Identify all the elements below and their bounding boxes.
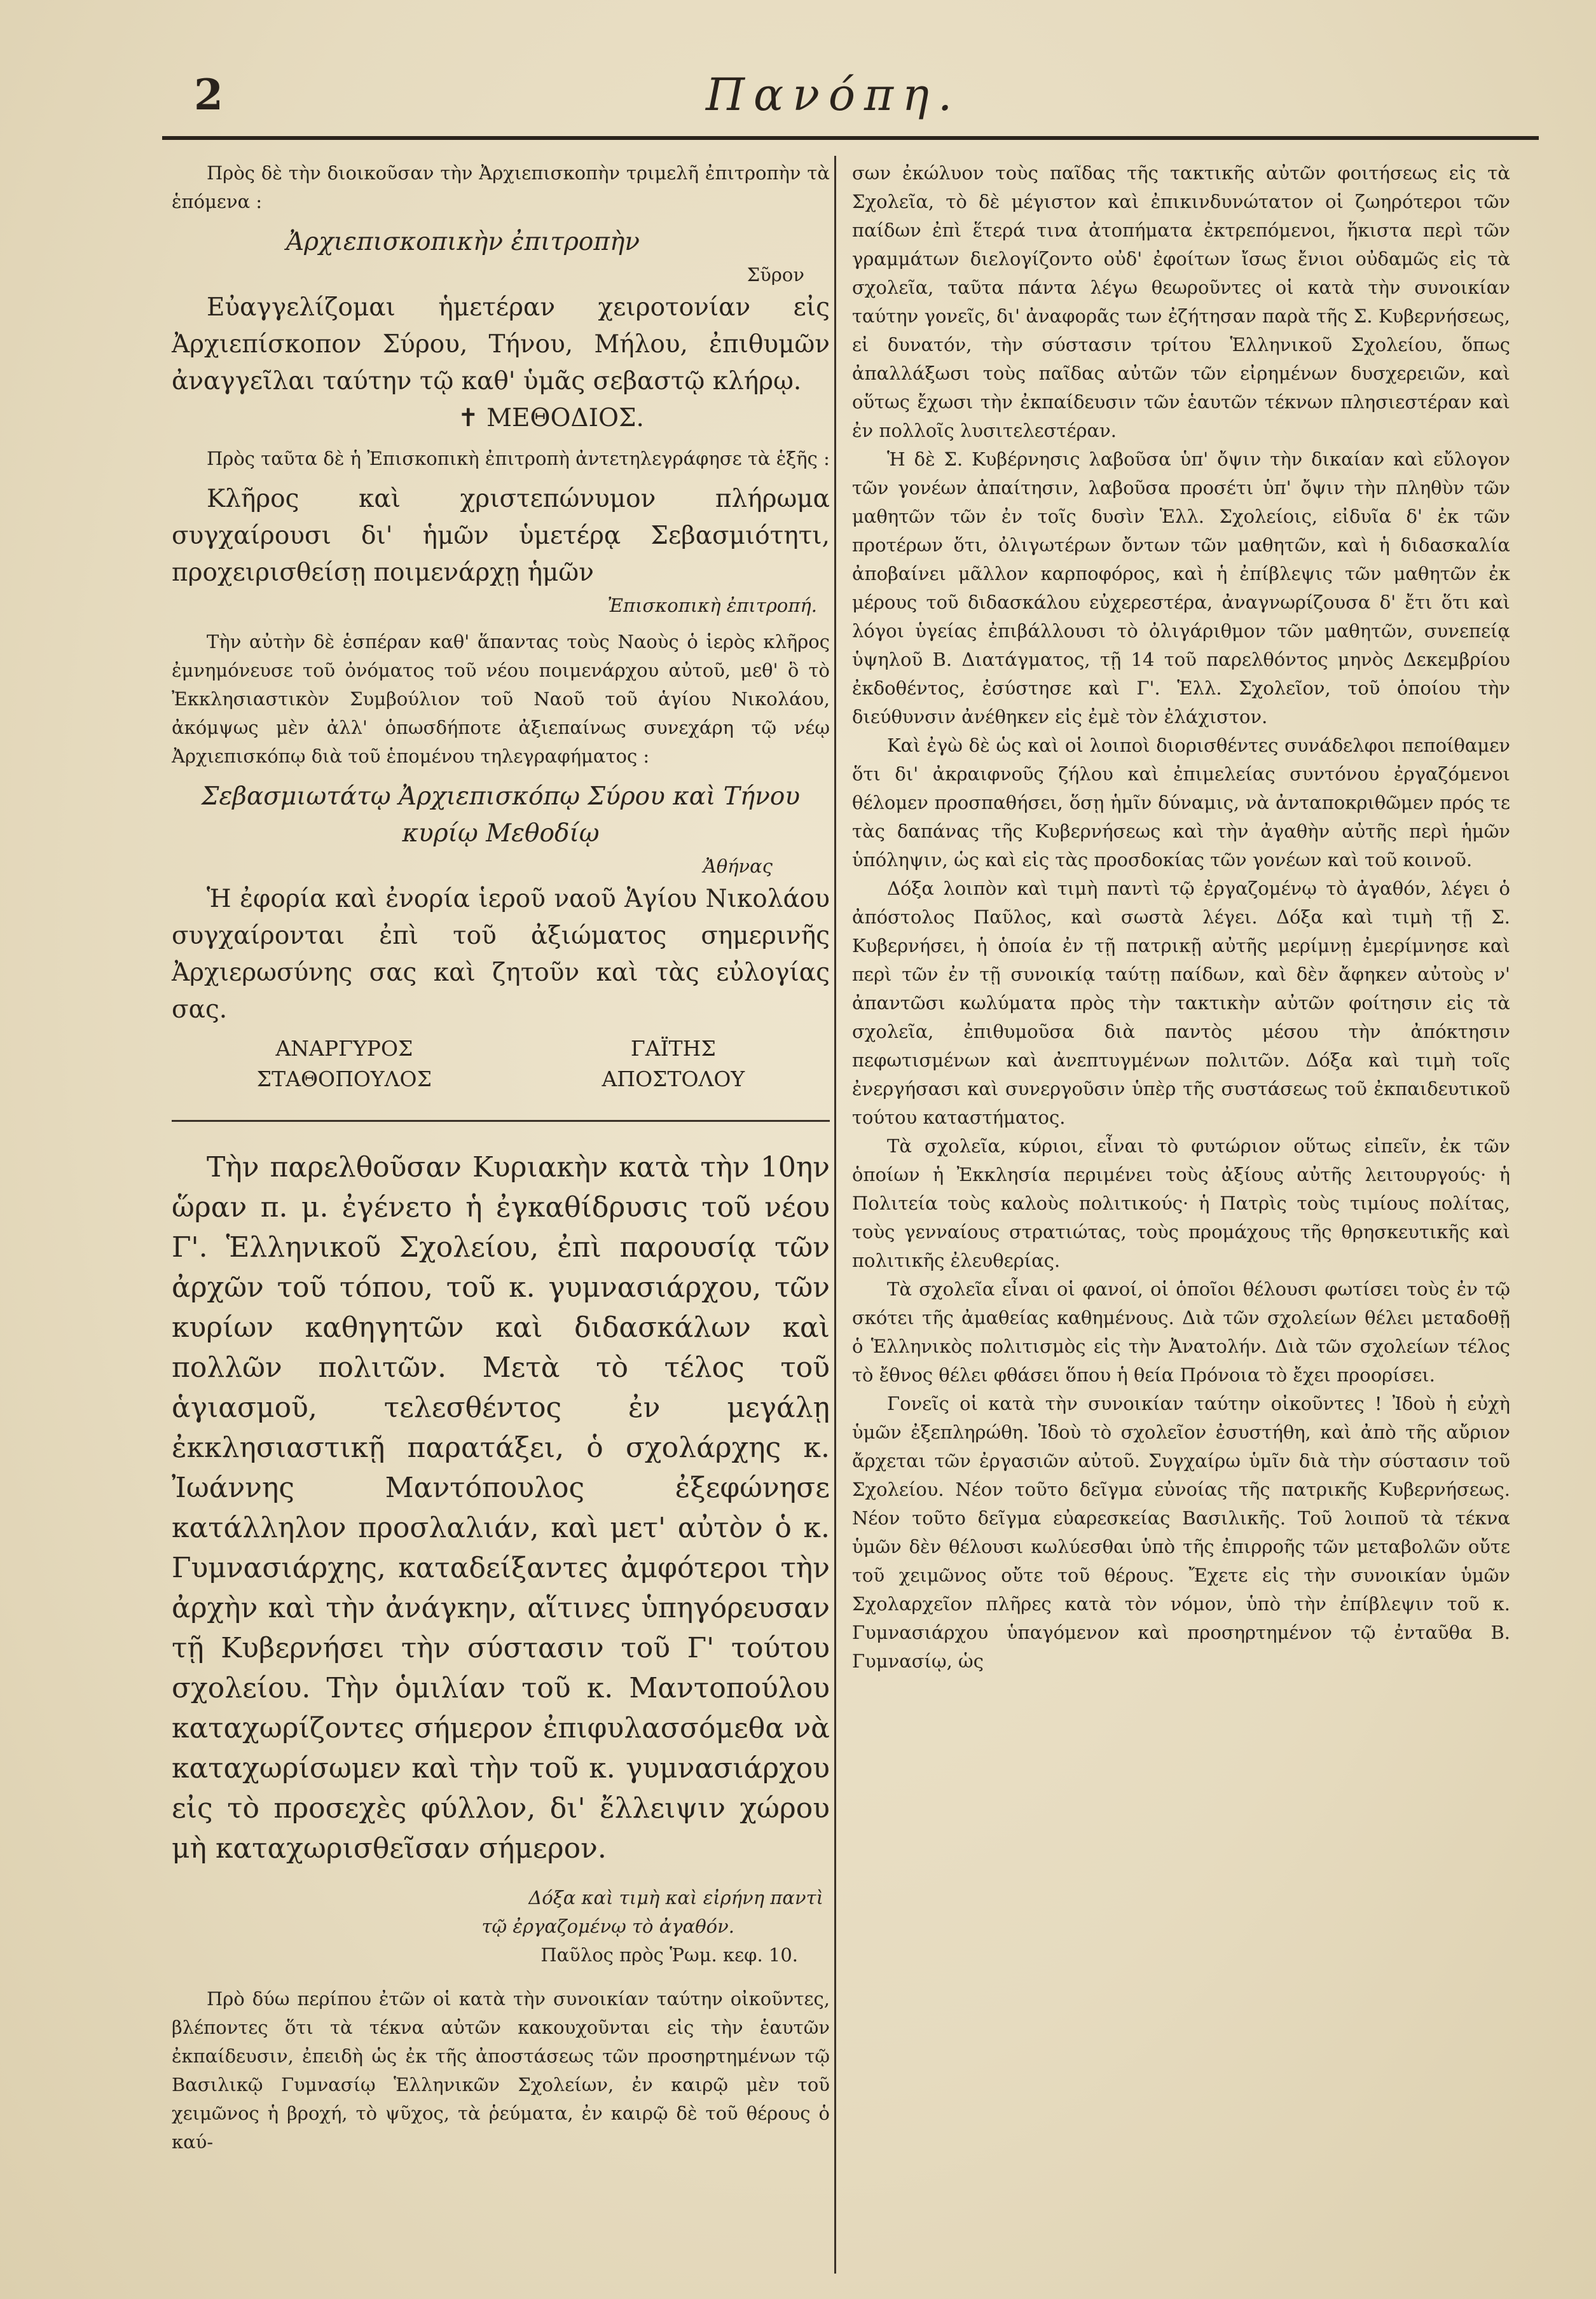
speech-paragraph-2: Ἡ δὲ Σ. Κυβέρνησις λαβοῦσα ὑπ' ὄψιν τὴν δικαίαν καὶ εὔλογον τῶν γονέων ἀπαίτησιν, λαβοῦσα προσέτι ὑπ' ὄψιν τὴν πληθὺν τῶν μαθητῶν τῶν ἐν τοῖς δυσὶν Ἑλλ. Σχολείοις, εἰδυῖα δ' ἐκ τῶν προτέρων ὅτι, ὀλιγωτέρων ὄντων τῶν μαθητῶν, καὶ ἡ διδασκαλία ἀποβαίνει μᾶλλον καρποφόρος, καὶ ἡ ἐπίβλεψις τῶν μαθητῶν ἐκ μέρους τοῦ διδασκάλου εὐχερεστέρα, ἀναγνωρίζουσα δ' ἔτι ὅτι καὶ λόγοι ὑγείας ἐπιβάλλουσι τὸ ὀλιγάριθμον τῶν μαθητῶν, συνεπείᾳ ὑψηλοῦ Β. Διατάγματος, τῇ 14 τοῦ παρελθόντος μηνὸς Δεκεμβρίου ἐκδοθέντος, ἐσύστησε καὶ Γ'. Ἑλλ. Σχολεῖον, τοῦ ὁποίου τὴν διεύθυνσιν ἀνέθηκεν εἰς ἐμὲ τὸν ἐλάχιστον. (852, 448, 1510, 728)
speech-paragraph-7: Γονεῖς οἱ κατὰ τὴν συνοικίαν ταύτην οἰκοῦντες ! Ἰδοὺ ἡ εὐχὴ ὑμῶν ἐξεπληρώθη. Ἰδοὺ τὸ σχολεῖον ἐσυστήθη, καὶ ἀπὸ τῆς αὔριον ἄρχεται τῶν ἐργασιῶν αὐτοῦ. Συγχαίρω ὑμῖν διὰ τὴν σύστασιν τοῦ Σχολείου. Νέον τοῦτο δεῖγμα εὐνοίας τῆς πατρικῆς Κυβερνήσεως. Νέον τοῦτο δεῖγμα εὐαρεσκείας Βασιλικῆς. Τοῦ λοιποῦ τὰ τέκνα ὑμῶν δὲν θέλουσι κωλύεσθαι ὑπὸ τῆς ἐπιρροῆς τῶν μεταβολῶν οὔτε τοῦ χειμῶνος οὔτε τοῦ θέρους. Ἔχετε εἰς τὴν συνοικίαν ὑμῶν Σχολαρχεῖον πλῆρες κατὰ τὸν νόμον, ὑπὸ τὴν ἐπίβλεψιν τοῦ κ. Γυμνασιάρχου ὑπαγόμενον καὶ προσηρτημένον τῷ ἐνταῦθα Β. Γυμνασίῳ, ὡς (852, 1393, 1510, 1672)
header-rule (162, 136, 1539, 140)
churches-paragraph: Τὴν αὐτὴν δὲ ἑσπέραν καθ' ἅπαντας τοὺς Ναοὺς ὁ ἱερὸς κλῆρος ἐμνημόνευσε τοῦ ὀνόματος τοῦ νέου ποιμενάρχου αὐτοῦ, μεθ' ὃ τὸ Ἐκκλησιαστικὸν Συμβούλιον τοῦ Ναοῦ τοῦ ἁγίου Νικολάου, ἀκόμψως μὲν ἀλλ' ὁπωσδήποτε ἀξιεπαίνως συνεχάρη τῷ νέῳ Ἀρχιεπισκόπῳ διὰ τοῦ ἑπομένου τηλεγραφήματος : (172, 631, 830, 767)
telegram3-addressee-line2: κυρίῳ Μεθοδίῳ (402, 819, 600, 848)
epigraph-line1: Δόξα καὶ τιμὴ καὶ εἰρήνη παντὶ (528, 1887, 823, 1909)
newspaper-title: Πανόπη. (706, 69, 961, 121)
epigraph-source: Παῦλος πρὸς Ῥωμ. κεφ. 10. (540, 1944, 798, 1966)
speech-paragraph-5: Τὰ σχολεῖα, κύριοι, εἶναι τὸ φυτώριον οὕτως εἰπεῖν, ἐκ τῶν ὁποίων ἡ Ἐκκλησία περιμένει τοὺς ἀξίους αὐτῆς λειτουργούς· ἡ Πολιτεία τοὺς καλοὺς πολιτικούς· ἡ Πατρὶς τοὺς τιμίους πολίτας, τοὺς γενναίους στρατιώτας, τοὺς προμάχους τῆς θρησκευτικῆς καὶ πολιτικῆς ἐλευθερίας. (852, 1135, 1510, 1271)
speech-paragraph-1: Πρὸ δύω περίπου ἐτῶν οἱ κατὰ τὴν συνοικίαν ταύτην οἰκοῦντες, βλέποντες ὅτι τὰ τέκνα αὐτῶν κακουχοῦνται εἰς τὴν ἑαυτῶν ἐκπαίδευσιν, ἐπειδὴ ὡς ἐκ τῆς ἀποστάσεως τῶν προσηρτημένων τῷ Βασιλικῷ Γυμνασίῳ Ἑλληνικῶν Σχολείων, ἐν καιρῷ μὲν τοῦ χειμῶνος ἡ βροχή, τὸ ψῦχος, τὰ ῥεύματα, ἐν καιρῷ δὲ τοῦ θέρους ὁ καύ- (172, 1988, 830, 2153)
epigraph-line2: τῷ ἐργαζομένῳ τὸ ἀγαθόν. (481, 1916, 734, 1937)
reply-intro: Πρὸς ταῦτα δὲ ἡ Ἐπισκοπικὴ ἐπιτροπὴ ἀντετηλεγράφησε τὰ ἑξῆς : (207, 448, 830, 469)
section-separator (172, 1120, 830, 1122)
signature-2: ΓΑΪΤΗΣ ΑΠΟΣΤΟΛΟΥ (602, 1036, 745, 1091)
telegram1-body: Εὐαγγελίζομαι ἡμετέραν χειροτονίαν εἰς Ἀρχιεπίσκοπον Σύρου, Τήνου, Μήλου, ἐπιθυμῶν ἀναγγεῖλαι ταύτην τῷ καθ' ὑμᾶς σεβαστῷ κλήρῳ. (172, 293, 830, 396)
speech-paragraph-3: Καὶ ἐγὼ δὲ ὡς καὶ οἱ λοιποὶ διορισθέντες συνάδελφοι πεποίθαμεν ὅτι δι' ἀκραιφνοῦς ζήλου καὶ ἐπιμελείας συντόνου ἐργαζόμενοι θέλομεν προσπαθήσει, ὅσῃ ἡμῖν δύναμις, νὰ ἀνταποκριθῶμεν πρός τε τὰς δαπάνας τῆς Κυβερνήσεως καὶ τὴν ἀγαθὴν αὐτῆς περὶ ἡμῶν ὑπόληψιν, ὡς καὶ εἰς τὰς προσδοκίας τῶν γονέων καὶ τοῦ κοινοῦ. (852, 735, 1510, 871)
left-column (172, 159, 830, 2157)
signature-1: ΑΝΑΡΓΥΡΟΣ ΣΤΑΘΟΠΟΥΛΟΣ (256, 1036, 432, 1091)
telegram1-signature: ✝ ΜΕΘΟΔΙΟΣ. (458, 404, 644, 432)
signatures (172, 1033, 830, 1094)
column-divider (834, 156, 836, 2274)
intro-paragraph: Πρὸς δὲ τὴν διοικοῦσαν τὴν Ἀρχιεπισκοπὴν τριμελῆ ἐπιτροπὴν τὰ ἑπόμενα : (172, 162, 830, 212)
telegram3-place: Ἀθήνας (703, 855, 773, 877)
school-founding-paragraph: Τὴν παρελθοῦσαν Κυριακὴν κατὰ τὴν 10ην ὥραν π. μ. ἐγένετο ἡ ἐγκαθίδρυσις τοῦ νέου Γ'. Ἑλληνικοῦ Σχολείου, ἐπὶ παρουσίᾳ τῶν ἀρχῶν τοῦ τόπου, τοῦ κ. γυμνασιάρχου, τῶν κυρίων καθηγητῶν καὶ διδασκάλων καὶ πολλῶν πολιτῶν. Μετὰ τὸ τέλος τοῦ ἁγιασμοῦ, τελεσθέντος ἐν μεγάλῃ ἐκκλησιαστικῇ παρατάξει, ὁ σχολάρχης κ. Ἰωάννης Μαντόπουλος ἐξεφώνησε κατάλληλον προσλαλιάν, καὶ μετ' αὐτὸν ὁ κ. Γυμνασιάρχης, καταδείξαντες ἀμφότεροι τὴν ἀρχὴν καὶ τὴν ἀνάγκην, αἵτινες ὑπηγόρευσαν τῇ Κυβερνήσει τὴν σύστασιν τοῦ Γ' τούτου σχολείου. Τὴν ὁμιλίαν τοῦ κ. Μαντοπούλου καταχωρίζοντες σήμερον ἐπιφυλασσόμεθα νὰ καταχωρίσωμεν καὶ τὴν τοῦ κ. γυμνασιάρχου εἰς τὸ προσεχὲς φύλλον, δι' ἔλλειψιν χώρου μὴ καταχωρισθεῖσαν σήμερον. (172, 1151, 830, 1865)
right-column (852, 159, 1510, 1676)
speech-paragraph-4: Δόξα λοιπὸν καὶ τιμὴ παντὶ τῷ ἐργαζομένῳ τὸ ἀγαθόν, λέγει ὁ ἀπόστολος Παῦλος, καὶ σωστὰ λέγει. Δόξα καὶ τιμὴ τῇ Σ. Κυβερνήσει, ἡ ὁποία ἐν τῇ πατρικῇ αὐτῆς μερίμνῃ ἐμερίμνησε καὶ περὶ τῶν ἐν τῇ συνοικίᾳ ταύτῃ παίδων, καὶ δὲν ἄφηκεν αὐτοὺς ν' ἀπαντῶσι κωλύματα πρὸς τὴν τακτικὴν αὐτῶν φοίτησιν εἰς τὰ σχολεῖα, ἐπιθυμοῦσα διὰ παντὸς μέσου τὴν ἀπόκτησιν πεφωτισμένων καὶ ἀνεπτυγμένων πολιτῶν. Δόξα καὶ τιμὴ τοῖς ἐνεργήσασι καὶ συνεργοῦσιν ὑπὲρ τῆς συστάσεως τοῦ ἐκπαιδευτικοῦ τούτου καταστήματος. (852, 878, 1510, 1128)
telegram1-place: Σῦρον (746, 264, 804, 286)
speech-paragraph-1-cont: σων ἐκώλυον τοὺς παῖδας τῆς τακτικῆς αὐτῶν φοιτήσεως εἰς τὰ Σχολεῖα, τὸ δὲ μέγιστον καὶ ἐπικινδυνώτατον οἱ ζωηρότεροι τῶν παίδων ἐπὶ ἕτερά τινα ἀτοπήματα ἐκτρεπόμενοι, ἥκιστα περὶ τῶν γραμμάτων διελογίζοντο οὐδ' ἐφοίτων ἴσως ἔνιοι οὐδαμῶς εἰς τὰ σχολεῖα, ταῦτα πάντα λέγω θεωροῦντες οἱ κατὰ τὴν συνοικίαν ταύτην γονεῖς, δι' ἀναφορᾶς των ἐζήτησαν παρὰ τῆς Σ. Κυβερνήσεως, εἰ δυνατόν, τὴν σύστασιν τρίτου Ἑλληνικοῦ Σχολείου, ὅπως ἀπαλλάξωσι τοὺς παῖδας αὐτῶν τῶν εἰρημένων δυσχερειῶν, καὶ οὕτως ἔχωσι τὴν ἐκπαίδευσιν τῶν ἑαυτῶν τέκνων πλησιεστέραν καὶ ἐν πολλοῖς λυσιτελεστέραν. (852, 162, 1510, 441)
telegram3-body: Ἡ ἐφορία καὶ ἐνορία ἱεροῦ ναοῦ Ἁγίου Νικολάου συγχαίρονται ἐπὶ τοῦ ἀξιώματος σημερινῆς Ἀρχιερωσύνης σας καὶ ζητοῦν καὶ τὰς εὐλογίας σας. (172, 885, 830, 1024)
telegram3-addressee-line1: Σεβασμιωτάτῳ Ἀρχιεπισκόπῳ Σύρου καὶ Τήνου (201, 782, 801, 811)
speech-paragraph-6: Τὰ σχολεῖα εἶναι οἱ φανοί, οἱ ὁποῖοι θέλουσι φωτίσει τοὺς ἐν τῷ σκότει τῆς ἀμαθείας καθημένους. Διὰ τῶν σχολείων θέλει μεταδοθῇ ὁ Ἑλληνικὸς πολιτισμὸς εἰς τὴν Ἀνατολήν. Διὰ τῶν σχολείων τέλος τὸ ἔθνος θέλει φθάσει ὅπου ἡ θεία Πρόνοια τὸ ἔχει προορίσει. (852, 1278, 1510, 1386)
page-number: 2 (194, 70, 223, 120)
telegram2-body: Κλῆρος καὶ χριστεπώνυμον πλήρωμα συγχαίρουσι δι' ἡμῶν ὑμετέρᾳ Σεβασμιότητι, προχειρισθείσῃ ποιμενάρχῃ ἡμῶν (172, 485, 830, 587)
telegram1-addressee: Ἀρχιεπισκοπικὴν ἐπιτροπὴν (286, 228, 640, 256)
telegram2-signature: Ἐπισκοπικὴ ἐπιτροπή. (607, 595, 817, 616)
